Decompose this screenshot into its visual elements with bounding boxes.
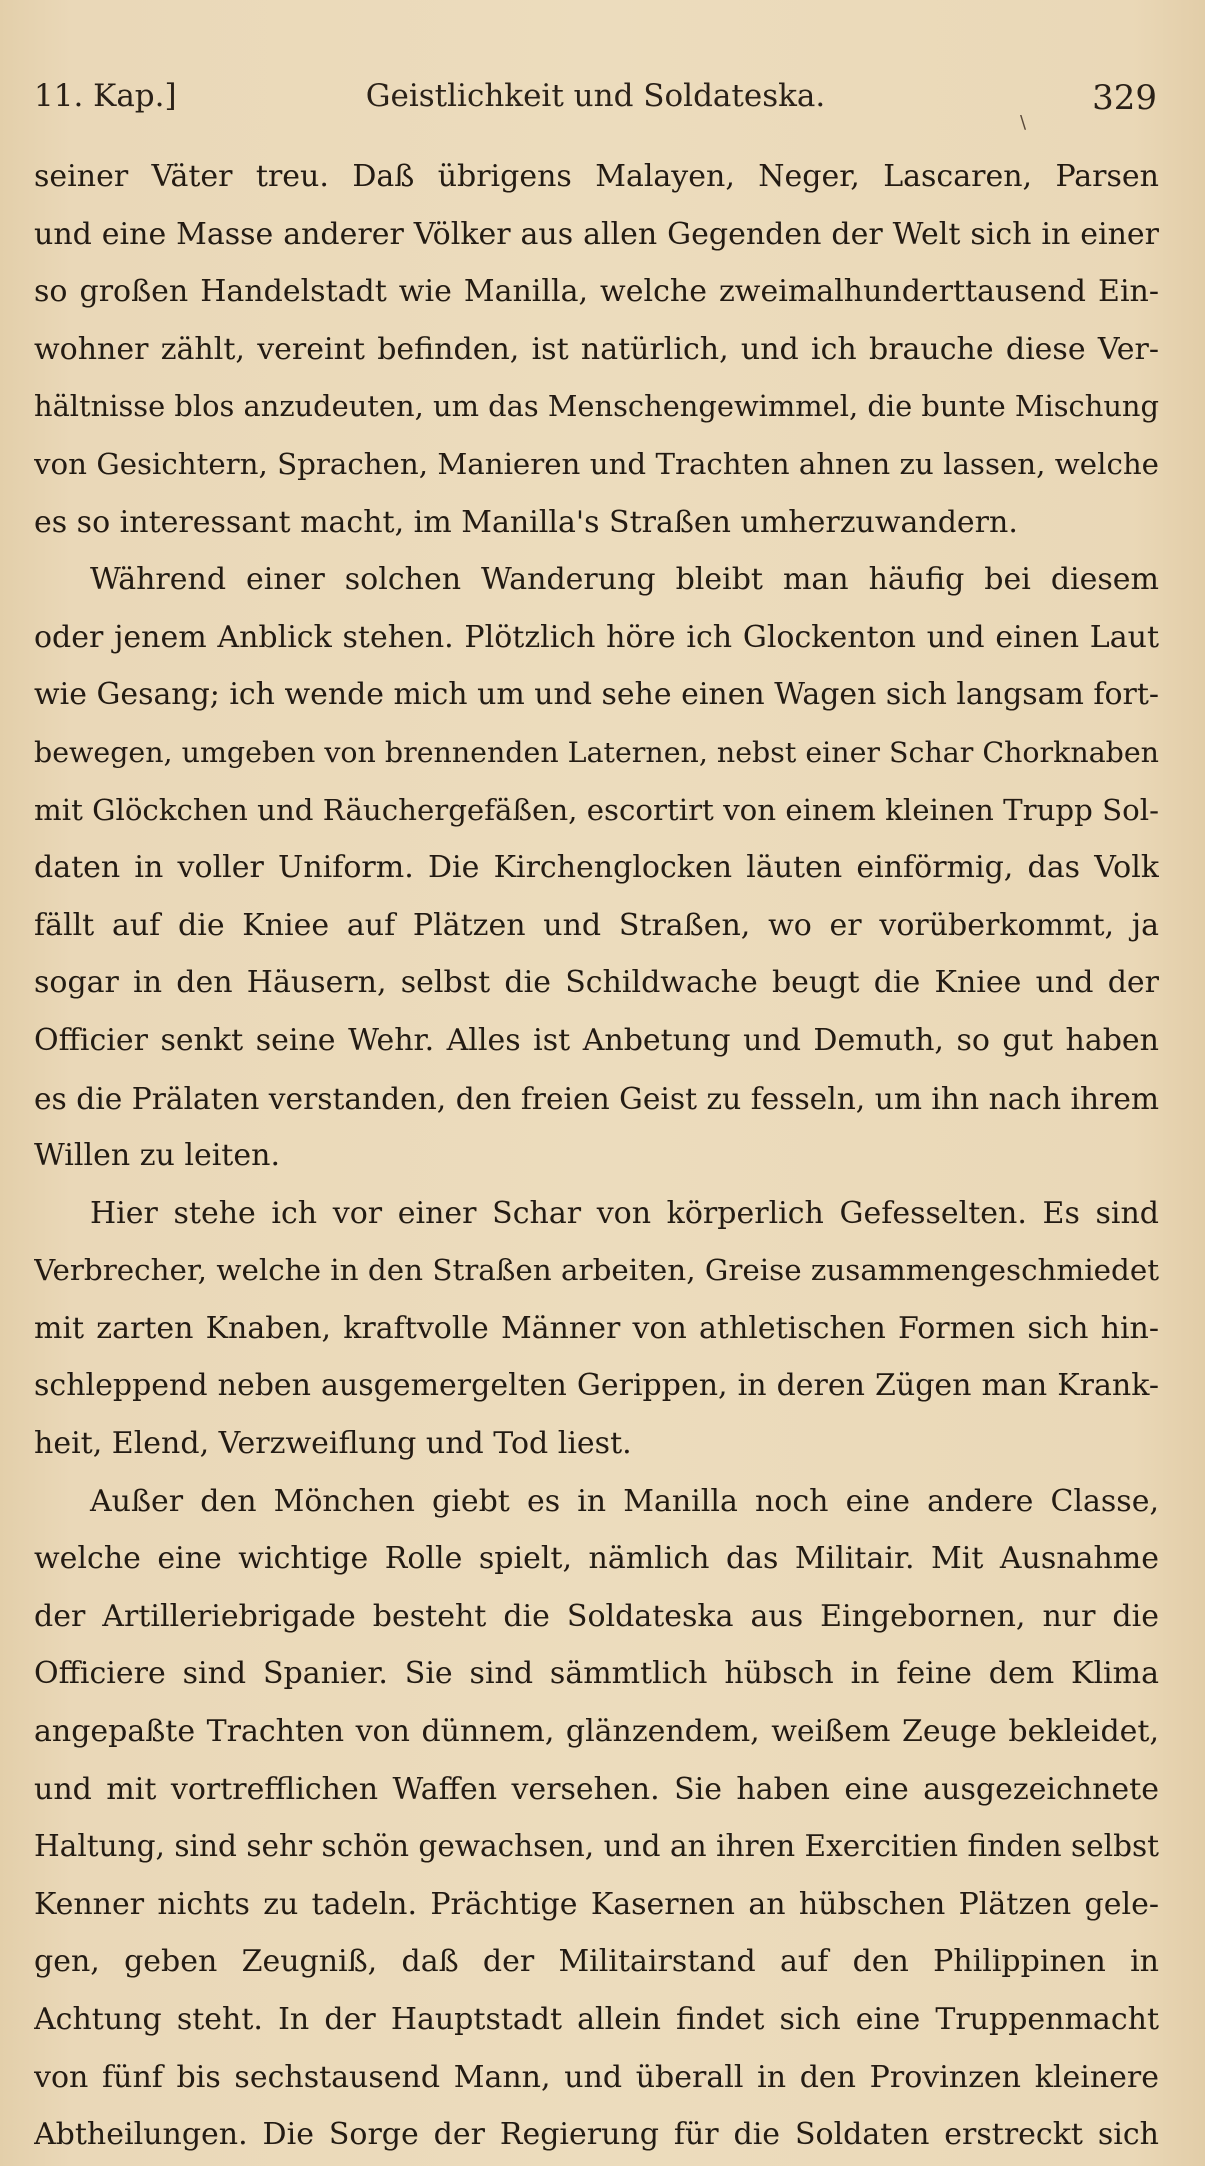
paragraph-end-line: Willen zu leiten.: [34, 1138, 280, 1174]
text-line: Achtung steht. In der Hauptstadt allein findet sich eine Truppenmacht: [34, 2002, 1159, 2037]
text-line: so großen Handelstadt wie Manilla, welche zweimalhunderttausend Ein-: [34, 274, 1159, 310]
text-line: seiner Väter treu. Daß übrigens Malayen, Neger, Lascaren, Parsen: [34, 159, 1159, 194]
paragraph-start-line: Außer den Mönchen giebt es in Manilla noch eine andere Classe,: [90, 1483, 1159, 1519]
text-line: sogar in den Häusern, selbst die Schildwache beugt die Kniee und der: [34, 965, 1159, 1001]
text-line: mit zarten Knaben, kraftvolle Männer von athletischen Formen sich hin-: [34, 1310, 1159, 1346]
text-line: Abtheilungen. Die Sorge der Regierung für die Soldaten erstreckt sich: [34, 2117, 1159, 2153]
text-line: wohner zählt, vereint befinden, ist natürlich, und ich brauche diese Ver-: [34, 331, 1159, 367]
page-number: 329: [1092, 78, 1157, 118]
text-line: welche eine wichtige Rolle spielt, nämlich das Militair. Mit Ausnahme: [34, 1541, 1159, 1577]
text-line: schleppend neben ausgemergelten Gerippen, in deren Zügen man Krank-: [34, 1368, 1159, 1404]
text-line: Officiere sind Spanier. Sie sind sämmtlich hübsch in feine dem Klima: [34, 1656, 1159, 1692]
text-line: Officier senkt seine Wehr. Alles ist Anbetung und Demuth, so gut haben: [34, 1022, 1159, 1058]
paragraph-end-line: heit, Elend, Verzweiflung und Tod liest.: [34, 1426, 632, 1462]
text-line: angepaßte Trachten von dünnem, glänzendem, weißem Zeuge bekleidet,: [34, 1714, 1159, 1750]
body-text: [34, 148, 1159, 2164]
text-line: es die Prälaten verstanden, den freien Geist zu fesseln, um ihn nach ihrem: [34, 1080, 1159, 1116]
paragraph-start-line: Hier stehe ich vor einer Schar von körperlich Gefesselten. Es sind: [90, 1195, 1159, 1231]
text-line: und eine Masse anderer Völker aus allen Gegenden der Welt sich in einer: [34, 216, 1159, 252]
running-header: [34, 78, 1157, 128]
chapter-label: 11. Kap.]: [34, 78, 177, 114]
margin-mark: \: [1020, 112, 1027, 133]
text-line: Kenner nichts zu tadeln. Prächtige Kasernen an hübschen Plätzen gele-: [34, 1886, 1159, 1922]
text-line: oder jenem Anblick stehen. Plötzlich höre ich Glockenton und einen Laut: [34, 619, 1159, 655]
text-line: bewegen, umgeben von brennenden Laternen, nebst einer Schar Chorknaben: [34, 735, 1159, 769]
text-line: hältnisse blos anzudeuten, um das Menschengewimmel, die bunte Mischung: [34, 389, 1159, 424]
text-line: von Gesichtern, Sprachen, Manieren und Trachten ahnen zu lassen, welche: [34, 446, 1159, 481]
running-title: Geistlichkeit und Soldateska.: [365, 78, 826, 114]
text-line: fällt auf die Kniee auf Plätzen und Straßen, wo er vorüberkommt, ja: [34, 907, 1159, 943]
text-line: gen, geben Zeugniß, daß der Militairstand auf den Philippinen in: [34, 1944, 1159, 1980]
text-line: Verbrecher, welche in den Straßen arbeiten, Greise zusammengeschmiedet: [34, 1253, 1159, 1288]
text-line: daten in voller Uniform. Die Kirchenglocken läuten einförmig, das Volk: [34, 850, 1159, 886]
text-line: mit Glöckchen und Räuchergefäßen, escortirt von einem kleinen Trupp Sol-: [34, 792, 1159, 827]
paragraph-end-line: es so interessant macht, im Manilla's Straßen umherzuwandern.: [34, 504, 1018, 540]
text-line: von fünf bis sechstausend Mann, und überall in den Provinzen kleinere: [34, 2059, 1159, 2095]
paragraph-start-line: Während einer solchen Wanderung bleibt man häufig bei diesem: [90, 562, 1159, 598]
text-line: wie Gesang; ich wende mich um und sehe einen Wagen sich langsam fort-: [34, 677, 1159, 713]
text-line: und mit vortrefflichen Waffen versehen. Sie haben eine ausgezeichnete: [34, 1771, 1159, 1807]
text-line: der Artilleriebrigade besteht die Soldateska aus Eingebornen, nur die: [34, 1598, 1159, 1634]
text-line: Haltung, sind sehr schön gewachsen, und an ihren Exercitien finden selbst: [34, 1829, 1159, 1864]
